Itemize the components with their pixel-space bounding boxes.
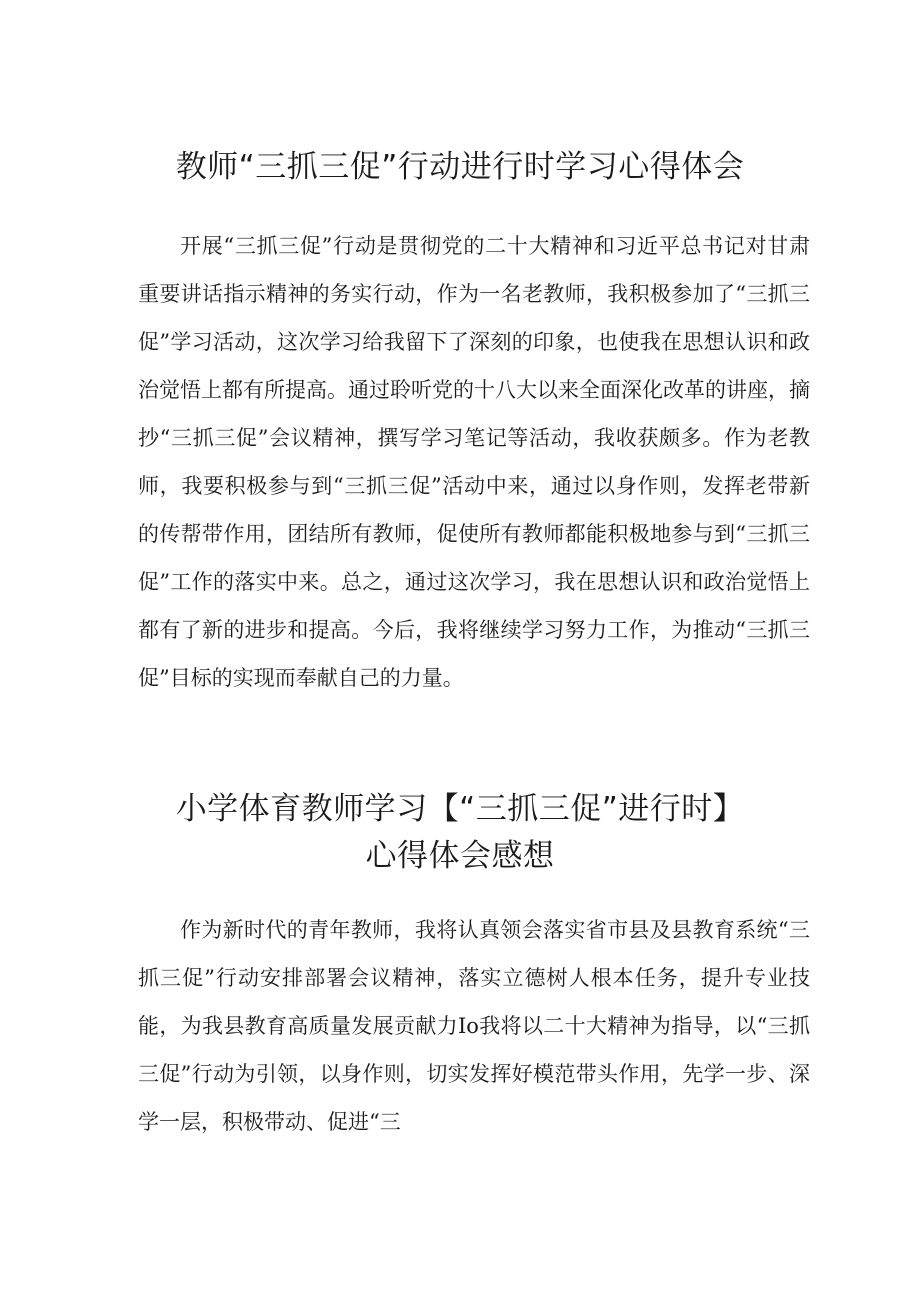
second-article-title (100, 786, 820, 880)
second-article-title-line2: 心得体会感想 (365, 838, 555, 874)
article-paragraph: 开展“三抓三促”行动是贯彻党的二十大精神和习近平总书记对甘肃重要讲话指示精神的务实行动，作为一名老教师，我积极参加了“三抓三促”学习活动，这次学习给我留下了深刻的印象，也使我在思想认识和政治觉悟上都有所提高。通过聆听党的十八大以来全面深化改革的讲座，摘抄“三抓三促”会议精神，撰写学习笔记等活动，我收获颇多。作为老教师，我要积极参与到“三抓三促”活动中来，通过以身作则，发挥老带新的传帮带作用，团结所有教师，促使所有教师都能积极地参与到“三抓三促”工作的落实中来。总之，通过这次学习，我在思想认识和政治觉悟上都有了新的进步和提高。今后，我将继续学习努力工作，为推动“三抓三促”目标的实现而奉献自己的力量。 (138, 234, 810, 690)
second-article-paragraph: 作为新时代的青年教师，我将认真领会落实省市县及县教育系统“三抓三促”行动安排部署会议精神，落实立德树人根本任务，提升专业技能，为我县教育高质量发展贡献力Io我将以二十大精神为指导，以“三抓三促”行动为引领，以身作则，切实发挥好模范带头作用，先学一步、深学一层，积极带动、促进“三 (138, 918, 810, 1134)
second-article-title-line1: 小学体育教师学习【“三抓三促”进行时】 (175, 791, 745, 827)
article-title: 教师“三抓三促”行动进行时学习心得体会 (175, 149, 745, 185)
